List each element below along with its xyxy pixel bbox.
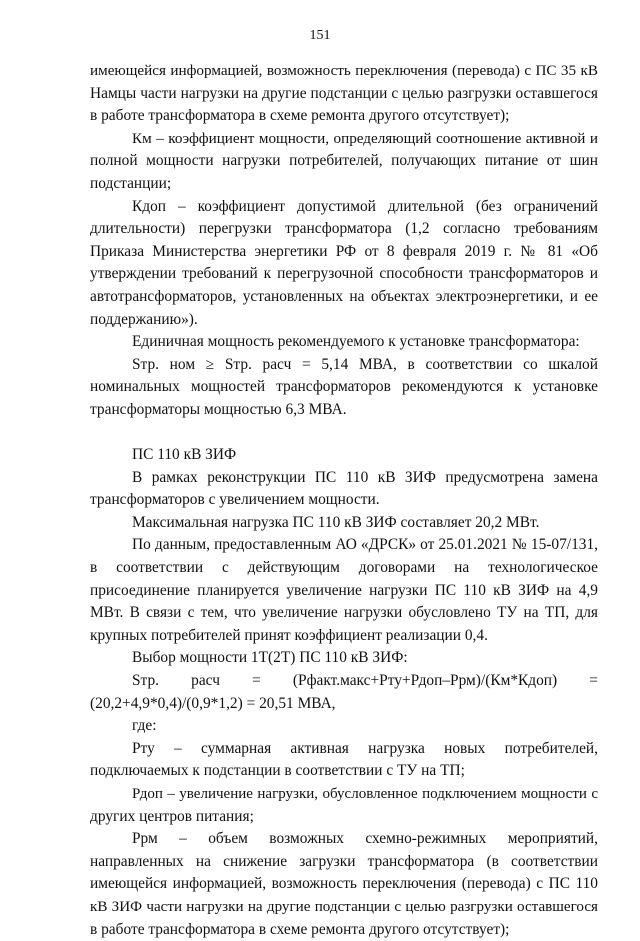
text-line: Единичная мощность рекомендуемого к установке трансформатора: <box>132 333 580 351</box>
text-line: автотрансформаторов, установленных на объектах электроэнергетики, и ее <box>90 287 598 305</box>
text-line: Км – коэффициент мощности, определяющий соотношение активной и <box>132 129 598 147</box>
text-line: в работе трансформатора в схеме ремонта другого отсутствует); <box>90 107 510 125</box>
text-line: По данным, предоставленным АО «ДРСК» от 25.01.2021 № 15-07/131, <box>132 536 598 554</box>
text-line: МВт. В связи с тем, что увеличение нагрузки обусловлено ТУ на ТП, для <box>90 604 598 622</box>
text-line: поддержанию»). <box>90 310 198 328</box>
text-line: направленных на снижение загрузки трансформатора (в соответствии <box>90 852 598 870</box>
text-line: трансформаторов с увеличением мощности. <box>90 491 380 509</box>
text-line: Приказа Министерства энергетики РФ от 8 февраля 2019 г. № 81 «Об <box>90 242 598 260</box>
text-line: других центров питания; <box>90 807 254 825</box>
formula-line: (20,2+4,9*0,4)/(0,9*1,2) = 20,51 МВА, <box>90 694 336 712</box>
text-line: номинальных мощностей трансформаторов рекомендуются к установке <box>90 378 598 396</box>
text-line: имеющейся информацией, возможность переключения (перевода) с ПС 110 <box>90 875 598 893</box>
text-line: полной мощности нагрузки потребителей, получающих питание от шин <box>90 152 598 170</box>
text-line: Рдоп – увеличение нагрузки, обусловленное подключением мощности с <box>132 786 598 802</box>
text-line: В рамках реконструкции ПС 110 кВ ЗИФ предусмотрена замена <box>132 468 598 486</box>
text-line: в работе трансформатора в схеме ремонта другого отсутствует); <box>90 920 510 938</box>
text-line: подключаемых к подстанции в соответствии с ТУ на ТП; <box>90 762 465 780</box>
text-line: Максимальная нагрузка ПС 110 кВ ЗИФ составляет 20,2 МВт. <box>132 513 540 531</box>
text-line: Намцы части нагрузки на другие подстанции с целью разгрузки оставшегося <box>90 84 598 102</box>
text-line: Ррм – объем возможных схемно-режимных мероприятий, <box>132 830 598 848</box>
text-line: в соответствии с действующим договорами на технологическое <box>90 559 598 577</box>
text-line: присоединение планируется увеличение нагрузки ПС 110 кВ ЗИФ на 4,9 <box>90 581 598 599</box>
page-number: 151 <box>309 28 331 43</box>
text-line: трансформаторы мощностью 6,3 МВА. <box>90 400 347 418</box>
text-line: где: <box>132 717 157 735</box>
page-body <box>90 60 598 941</box>
text-line: Кдоп – коэффициент допустимой длительной (без ограничений <box>132 197 598 215</box>
text-line: утверждении требований к перегрузочной способности трансформаторов и <box>90 265 598 283</box>
text-line: имеющейся информацией, возможность переключения (перевода) с ПС 35 кВ <box>90 62 598 79</box>
section-heading: ПС 110 кВ ЗИФ <box>132 446 237 464</box>
text-line: кВ ЗИФ части нагрузки на другие подстанции с целью разгрузки оставшегося <box>90 898 598 915</box>
text-line: Sтр. ном ≥ Sтр. расч = 5,14 МВА, в соответствии со шкалой <box>132 355 598 373</box>
formula-line: Sтр. расч = (Рфакт.макс+Рту+Рдоп–Ррм)/(Км*Кдоп) = <box>132 672 598 690</box>
blank-line <box>90 422 598 445</box>
text-line: подстанции; <box>90 174 172 192</box>
text-line: Рту – суммарная активная нагрузка новых потребителей, <box>132 739 598 757</box>
text-line: Выбор мощности 1Т(2Т) ПС 110 кВ ЗИФ: <box>132 649 408 667</box>
text-line: длительности) перегрузки трансформатора (1,2 согласно требованиям <box>90 220 598 238</box>
text-line: крупных потребителей принят коэффициент реализации 0,4. <box>90 626 488 644</box>
